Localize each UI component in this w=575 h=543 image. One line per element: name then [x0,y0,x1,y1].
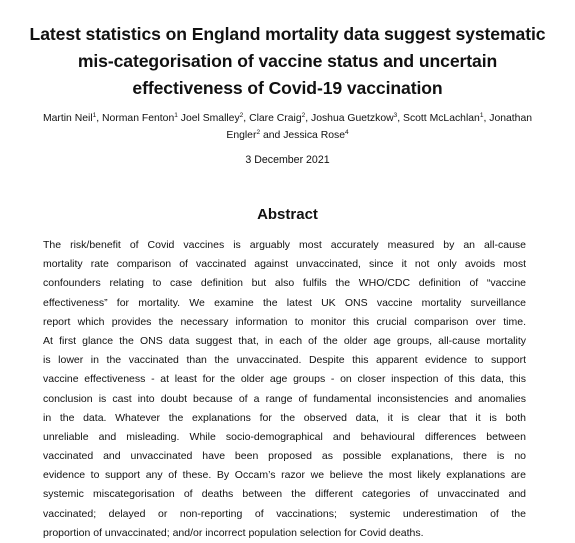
title-line: Latest statistics on England mortality data suggest systematic [29,24,546,44]
abstract-line: proportion of unvaccinated; and/or incorrect population selection for Covid deaths. [43,526,424,539]
abstract-line: evidence to support any of these. By Occam’s razor we believe the most likely explanations are [43,469,526,482]
affiliation-marker: 2 [256,129,261,136]
author-separator: , [397,113,404,124]
abstract-line: effectiveness” for mortality. We examine the latest UK ONS vaccine mortality surveillance [43,296,526,309]
abstract-line: mortality rate comparison of vaccinated against unvaccinated, since it not only avoids most [43,258,526,271]
abstract-line: conclusion is cast into doubt because of a range of fundamental inconsistencies and anomalies [43,392,526,405]
affiliation-marker: 3 [393,112,398,119]
author-name: Joshua Guetzkow [311,113,394,124]
title-line: effectiveness of Covid-19 vaccination [132,78,443,98]
abstract-line: vaccinated; delayed or non-reporting of vaccinations; systemic underestimation of the [43,507,526,520]
abstract-line: The risk/benefit of Covid vaccines is arguably most accurately measured by an all-cause [43,239,526,251]
abstract-line: vaccine effectiveness - at least for the older age groups - on closer inspection of this data, this [43,373,526,386]
author-separator: and [260,130,284,141]
author-name: Clare Craig [249,113,302,124]
author-name: Scott McLachlan [403,113,480,124]
abstract-line: in the data. Whatever the explanations for the observed data, it is clear that it is both [43,411,526,424]
affiliation-marker: 1 [92,112,97,119]
abstract-line: unreliable and misleading. While socio-demographical and behavioural differences between [43,430,526,443]
author-separator: , [96,113,103,124]
affiliation-marker: 1 [479,112,484,119]
author-name: Engler [226,130,257,141]
abstract-body [43,236,526,543]
abstract-line: vaccinated and unvaccinated have been proposed as possible explanations, there is no [43,450,526,463]
affiliation-marker: 4 [344,129,349,136]
author-line [8,110,567,127]
author-separator: , [483,113,490,124]
author-separator: , [305,113,312,124]
author-name: Jonathan [489,113,533,124]
author-name: Martin Neil [42,113,93,124]
affiliation-marker: 2 [301,112,306,119]
author-list [8,110,567,144]
affiliation-marker: 2 [239,112,244,119]
abstract-line: is lower in the vaccinated than the unvaccinated. Despite this apparent evidence to support [43,354,526,367]
title-line: mis-categorisation of vaccine status and uncertain [77,51,498,71]
abstract-line: systemic miscategorisation of deaths between the different categories of unvaccinated and [43,488,526,501]
abstract-line: confounders relating to case definition but also fulfils the WHO/CDC definition of “vaccine [43,277,526,290]
author-name: Norman Fenton [102,113,175,124]
abstract-heading: Abstract [257,206,318,223]
author-separator: , [243,113,250,124]
author-name: Jessica Rose [283,130,345,141]
paper-title [14,21,561,102]
publication-date: 3 December 2021 [245,154,330,166]
affiliation-marker: 1 [174,112,178,119]
abstract-line: At first glance the ONS data suggest that, in each of the older age groups, all-cause mortality [43,334,526,347]
author-line [8,127,567,144]
author-name: Joel Smalley [180,113,240,124]
abstract-line: report which provides the necessary information to monitor this crucial comparison over time. [43,315,526,328]
